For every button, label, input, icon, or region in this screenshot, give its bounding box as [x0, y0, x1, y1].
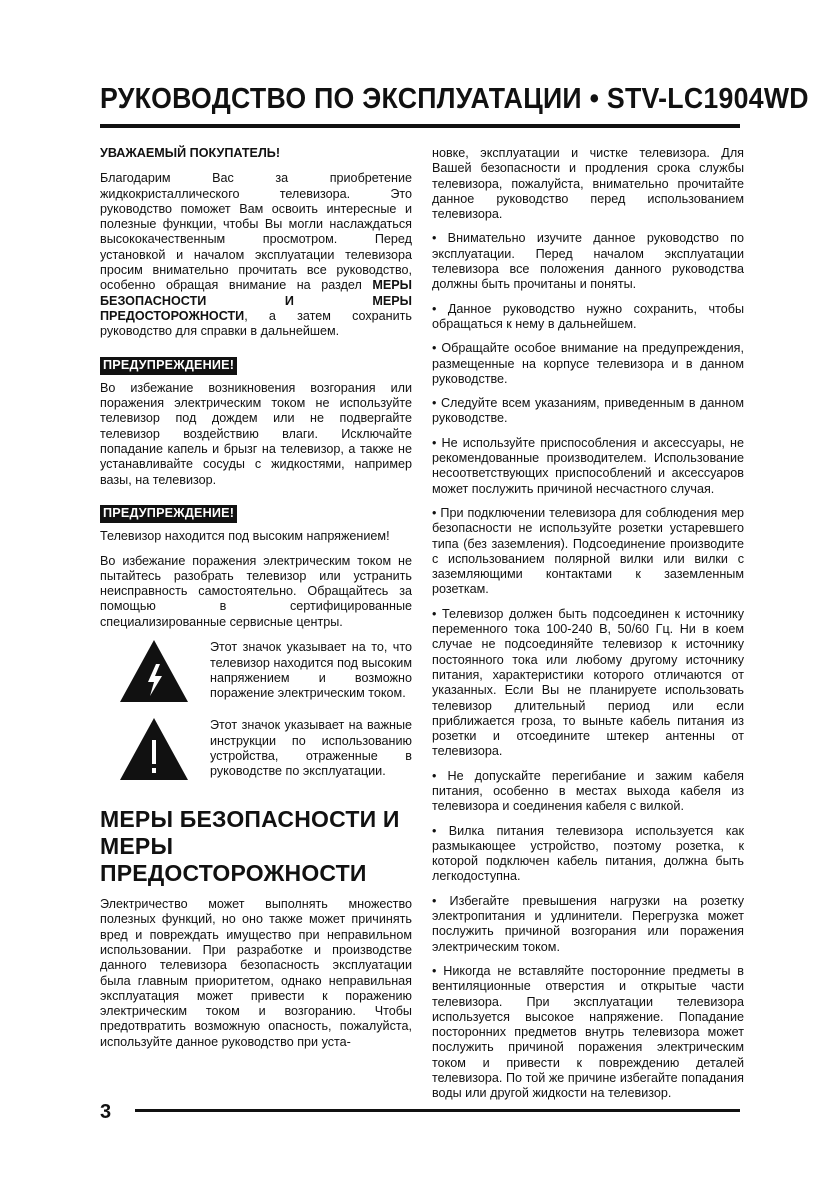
bullet-item: • Вилка питания телевизора используется как размыкающее устройство, поэтому розетка, к которой подключен кабель питания, должна быть легкодоступна. [432, 823, 744, 884]
exclamation-warning-icon [120, 718, 188, 780]
warning-text-2b: Во избежание поражения электрическим током не пытайтесь разобрать телевизор или устранить неисправность самостоятельно. Обращайтесь за помощью в сертифицированные специализированные сервисные центры. [100, 553, 412, 629]
bullet-item: • Внимательно изучите данное руководство по эксплуатации. Перед началом эксплуатации телевизора все положения данного руководства должны быть прочитаны и поняты. [432, 231, 744, 292]
greeting-heading: УВАЖАЕМЫЙ ПОКУПАТЕЛЬ! [100, 146, 281, 160]
bullet-item: • Не допускайте перегибание и зажим кабеля питания, особенно в местах выхода кабеля из телевизора и соединения кабеля с вилкой. [432, 768, 744, 814]
warning-text-2a: Телевизор находится под высоким напряжением! [100, 529, 390, 544]
title-rule [100, 124, 740, 128]
safety-heading: МЕРЫ БЕЗОПАСНОСТИ И МЕРЫ ПРЕДОСТОРОЖНОСТИ [100, 806, 400, 887]
bullet-item: • Обращайте особое внимание на предупреждения, размещенные на корпусе телевизора и в данном руководстве. [432, 341, 744, 386]
page-title: РУКОВОДСТВО ПО ЭКСПЛУАТАЦИИ • STV-LC1904WD [100, 83, 809, 115]
warning-text-1: Во избежание возникновения возгорания или поражения электрическим током не используйте телевизор под дождем или не подвергайте телевизор воздействию влаги. Исключайте попадание капель и брызг на телевизор, а также не устанавливайте сосуды с жидкостями, например вазы, на телевизор. [100, 380, 412, 487]
bullet-item: • Следуйте всем указаниям, приведенным в данном руководстве. [432, 396, 744, 426]
footer-rule [135, 1109, 740, 1112]
intro-text-b: , а затем сохранить руководство для справки в дальнейшем. [100, 308, 412, 339]
left-column [100, 146, 412, 1059]
intro-text-a: Благодарим Вас за приобретение жидкокристаллического телевизора. Это руководство поможет Вам освоить интересные и полезные функции, чтобы Вы могли наслаждаться высококачественным просмотром. Перед установкой и началом эксплуатации телевизора просим внимательно прочитать все руководство, особенно обращая внимание на раздел [100, 171, 412, 293]
bullet-item: • Данное руководство нужно сохранить, чтобы обращаться к нему в дальнейшем. [432, 301, 744, 331]
intro-paragraph [100, 171, 412, 339]
symbol-important [100, 718, 412, 780]
intro-bold-ref: МЕРЫ БЕЗОПАСНОСТИ И МЕРЫ ПРЕДОСТОРОЖНОСТИ [100, 278, 412, 323]
lightning-warning-icon [120, 640, 188, 702]
bullet-item: • Телевизор должен быть подсоединен к источнику переменного тока 100-240 В, 50/60 Гц. Ни в коем случае не подсоединяйте телевизор к источнику постоянного тока или любому другому источнику питания, характеристики которого отличаются от указанных. Если Вы не планируете использовать телевизор длительный период или если приближается гроза, то выньте кабель питания из розетки и отсоедините штекер антенны от телевизора. [432, 606, 744, 759]
continuation-paragraph: новке, эксплуатации и чистке телевизора. Для Вашей безопасности и продления срока службы телевизора, пожалуйста, внимательно прочитайте данное руководство перед использованием телевизора. [432, 146, 744, 222]
symbol-important-text: Этот значок указывает на важные инструкции по использованию устройства, отраженные в руководстве по эксплуатации. [210, 718, 412, 779]
warning-label-2: ПРЕДУПРЕЖДЕНИЕ! [100, 505, 237, 523]
bullet-item: • Избегайте превышения нагрузки на розетку электропитания и удлинители. Перегрузка может послужить причиной возгорания или поражения электрическим током. [432, 893, 744, 954]
right-column [432, 146, 744, 1111]
symbol-high-voltage [100, 640, 412, 702]
symbol-high-voltage-text: Этот значок указывает на то, что телевизор находится под высоким напряжением и возможно поражение электрическим током. [210, 640, 412, 701]
bullet-item: • При подключении телевизора для соблюдения мер безопасности не используйте розетки устаревшего типа (без заземления). Подсоединение производите с использованием полярной вилки или вилки с заземляющими контактами к заземленным розеткам. [432, 505, 744, 597]
safety-paragraph: Электричество может выполнять множество полезных функций, но оно также может причинять вред и повреждать имущество при неправильном использовании. При разработке и производстве данного телевизора безопасность эксплуатации была главным приоритетом, однако неправильная эксплуатация может привести к поражению электрическим током и возгоранию. Чтобы предотвратить возможную опасность, пожалуйста, используйте данное руководство при уста- [100, 897, 412, 1049]
warning-label-1: ПРЕДУПРЕЖДЕНИЕ! [100, 357, 237, 375]
bullet-item: • Никогда не вставляйте посторонние предметы в вентиляционные отверстия и открытые части телевизора. При эксплуатации телевизора используется высокое напряжение. Попадание посторонних предметов внутрь телевизора может послужить причиной поражения электрическим током и привести к повреждению деталей телевизора. По той же причине избегайте попадания воды или другой жидкости на телевизор. [432, 963, 744, 1101]
page-number: 3 [100, 1101, 112, 1123]
bullet-item: • Не используйте приспособления и аксессуары, не рекомендованные производителем. Использование несоответствующих приспособлений и аксессуаров может послужить причиной несчастного случая. [432, 435, 744, 496]
